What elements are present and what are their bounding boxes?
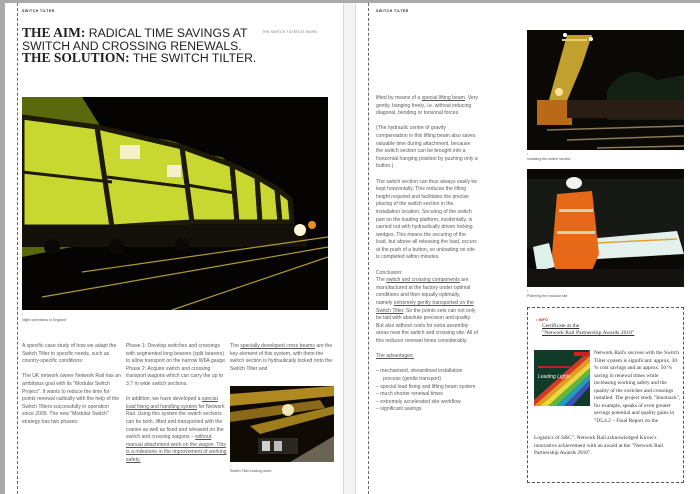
phase-2-text: Phase 2: Acquire switch and crossing transport wagons which can carry the up to 3.7 m wide switch sections.	[126, 365, 224, 387]
horizontal-paragraph: The switch section can thus always easily be kept horizontally. This reduces the lifting height required and facilitates the precise placing of the switch section in the installation location. Securing of the switch part on the loading platform, incidentally, is carried out with hydraulically driven locking wedges. This means the securing of the load, but above all releasing the load, occurs at the push of a button, so unloading on site is completed within minutes.	[376, 178, 478, 261]
page-gutter	[343, 3, 356, 494]
column-3	[230, 343, 334, 381]
caption-marker: ▪	[527, 152, 529, 156]
info-title[interactable]	[542, 323, 634, 337]
advantage-item: – extremely accelerated site workflow	[376, 398, 461, 405]
switch-tilter-holding-photo	[230, 386, 334, 462]
lifting-beam-link[interactable]: special lifting beam	[421, 95, 465, 101]
info-box	[527, 307, 684, 483]
conclusion-post: . So the points sets can not only be laid with absolute precision and quality. But also without costs for extra assembly areas near the switch and crossing site. All of this reduces renewal times considerably.	[376, 307, 478, 344]
caption-marker: ▪	[230, 464, 232, 468]
advantage-item: – mechanised, streamlined installation process (gentle transport)	[376, 368, 463, 382]
holding-down-illustration	[230, 386, 334, 462]
load-fixing-link[interactable]: special load fixing and handling system	[126, 396, 218, 410]
info-title-line-2: "Network Rail Partnership Awards 2010"	[542, 330, 635, 337]
running-head: SWITCH TILTER	[22, 9, 55, 13]
headline-aim-text: RADICAL TIME SAVINGS AT SWITCH AND CROSSING RENEWALS.	[22, 26, 248, 53]
running-head: SWITCH TILTER	[376, 9, 409, 13]
advantages-label: The advantages:	[376, 353, 414, 360]
right-page	[356, 3, 700, 494]
worker-illustration	[527, 169, 684, 287]
headline-aim-label: THE AIM:	[22, 25, 86, 40]
info-tag: • INFO	[536, 317, 549, 322]
install-photo-caption: Installing the switch section	[527, 157, 571, 161]
info-text-full: Logistics of S&C". Network Rail acknowledged Kirow's innovative achievement with an award at the "Network Rail Partnership Awards 2010".	[534, 435, 664, 456]
addition-pre: In addition, we have developed a	[126, 396, 202, 403]
working-safety-link[interactable]: without manual attachment work on the wagon. This is a milestone in the improvement of working safety.	[126, 434, 227, 463]
hydraulic-paragraph: (The hydraulic centre of gravity compensation in this lifting beam also saves valuable time during attachment, because the switch section can be brought into a horizontal hanging position by pushing only a button.)	[376, 125, 478, 170]
caption-marker: ▪	[527, 289, 529, 293]
advantage-item: – significant savings	[376, 406, 422, 413]
info-title-line-1: Certificate at the	[542, 323, 580, 329]
column-2	[126, 343, 228, 472]
planning-photo-caption: Planning the modular site	[527, 294, 568, 298]
lifting-pre: lifted by means of a	[376, 95, 422, 101]
dashed-margin-rule	[17, 3, 18, 494]
dashed-margin-rule	[368, 3, 369, 494]
kicker-text: THE SWITCH TILTER AT WORK.	[262, 30, 319, 34]
left-page	[5, 3, 343, 494]
phase-1-text: Phase 1: Develop switches and crossings with segmented long bearers (split bearers) to allow transport on the narrow W6A gauge.	[126, 343, 227, 365]
advantage-item: – much shorter renewal times	[376, 391, 443, 398]
installing-switch-photo	[527, 30, 684, 150]
info-text-wrapped: Network Rail's success with the Switch Tilter system is significant: approx. 30 % cost savings and an approx. 50 % saving in renewal times while increasing working safety and the quality of the switches and crossings installed. The project study "Innotrack", for example, speaks of even greater savings potential and quality gains in "D5.4.2 – Final Report on the	[594, 350, 681, 424]
addition-post: for Network Rail. Using this system the switch sections can be both, lifted and transported with the cranes as well as fixed and released on the switch and crossing wagons –	[126, 403, 225, 441]
night-photo-caption: Night operations in England	[22, 318, 67, 322]
right-text-column	[376, 95, 478, 414]
components-link[interactable]: switch and crossing components	[386, 277, 460, 284]
addition-paragraph	[126, 396, 228, 464]
transport-link[interactable]: extremely gently transported on the Switch Tilter	[376, 300, 474, 314]
cross-beams-link[interactable]: specially developed cross beams	[240, 343, 315, 349]
night-operations-photo	[22, 97, 328, 310]
brochure-cover-illustration	[534, 350, 590, 406]
network-rail-paragraph: The UK network owner Network Rail has an ambitious goal with its "Modular Switch Project". It wants to reduce the time for points renewal radically with the help of the Switch Tilters successfully in operation since 2009. The new "Modular Switch" strategy has two phases:	[22, 373, 121, 425]
cross-beams-paragraph	[230, 343, 334, 373]
cross-beams-post: are the key element of this system, with them the switch section is hydraulically locked onto the Switch Tilter and	[230, 343, 333, 372]
conclusion-pre: The	[376, 277, 387, 284]
planning-site-photo	[527, 169, 684, 287]
headline-solution-text: THE SWITCH TILTER.	[129, 51, 257, 65]
intro-paragraph: A specific case study of how we adapt the Switch Tilter to specific needs, such as country-specific conditions:	[22, 343, 117, 365]
night-train-illustration	[22, 97, 328, 310]
conclusion-paragraph	[376, 277, 478, 345]
caption-marker: ▪	[22, 313, 24, 317]
lifting-post: . Very gently, hanging freely, i.e. without inducing diagonal, bending or torsional forces.	[376, 95, 478, 117]
lifting-beam-paragraph	[376, 95, 478, 118]
crane-illustration	[527, 30, 684, 150]
conclusion-label: Conclusion:	[376, 269, 403, 276]
holding-photo-caption: Switch Tilter holding down	[230, 469, 272, 473]
advantage-item: – special load fixing and lifting beam system	[376, 383, 476, 390]
brochure-cover-title: Leading Lights	[538, 374, 571, 380]
column-1	[22, 343, 122, 434]
headline-solution-label: THE SOLUTION:	[22, 50, 130, 65]
award-brochure-cover	[534, 350, 590, 406]
advantages-list	[376, 368, 478, 414]
conclusion-mid: are manufactured at the factory under optimal conditions and then equally optimally, namely	[376, 277, 471, 307]
cross-beams-pre: The	[230, 343, 241, 349]
page-headline	[22, 27, 262, 65]
